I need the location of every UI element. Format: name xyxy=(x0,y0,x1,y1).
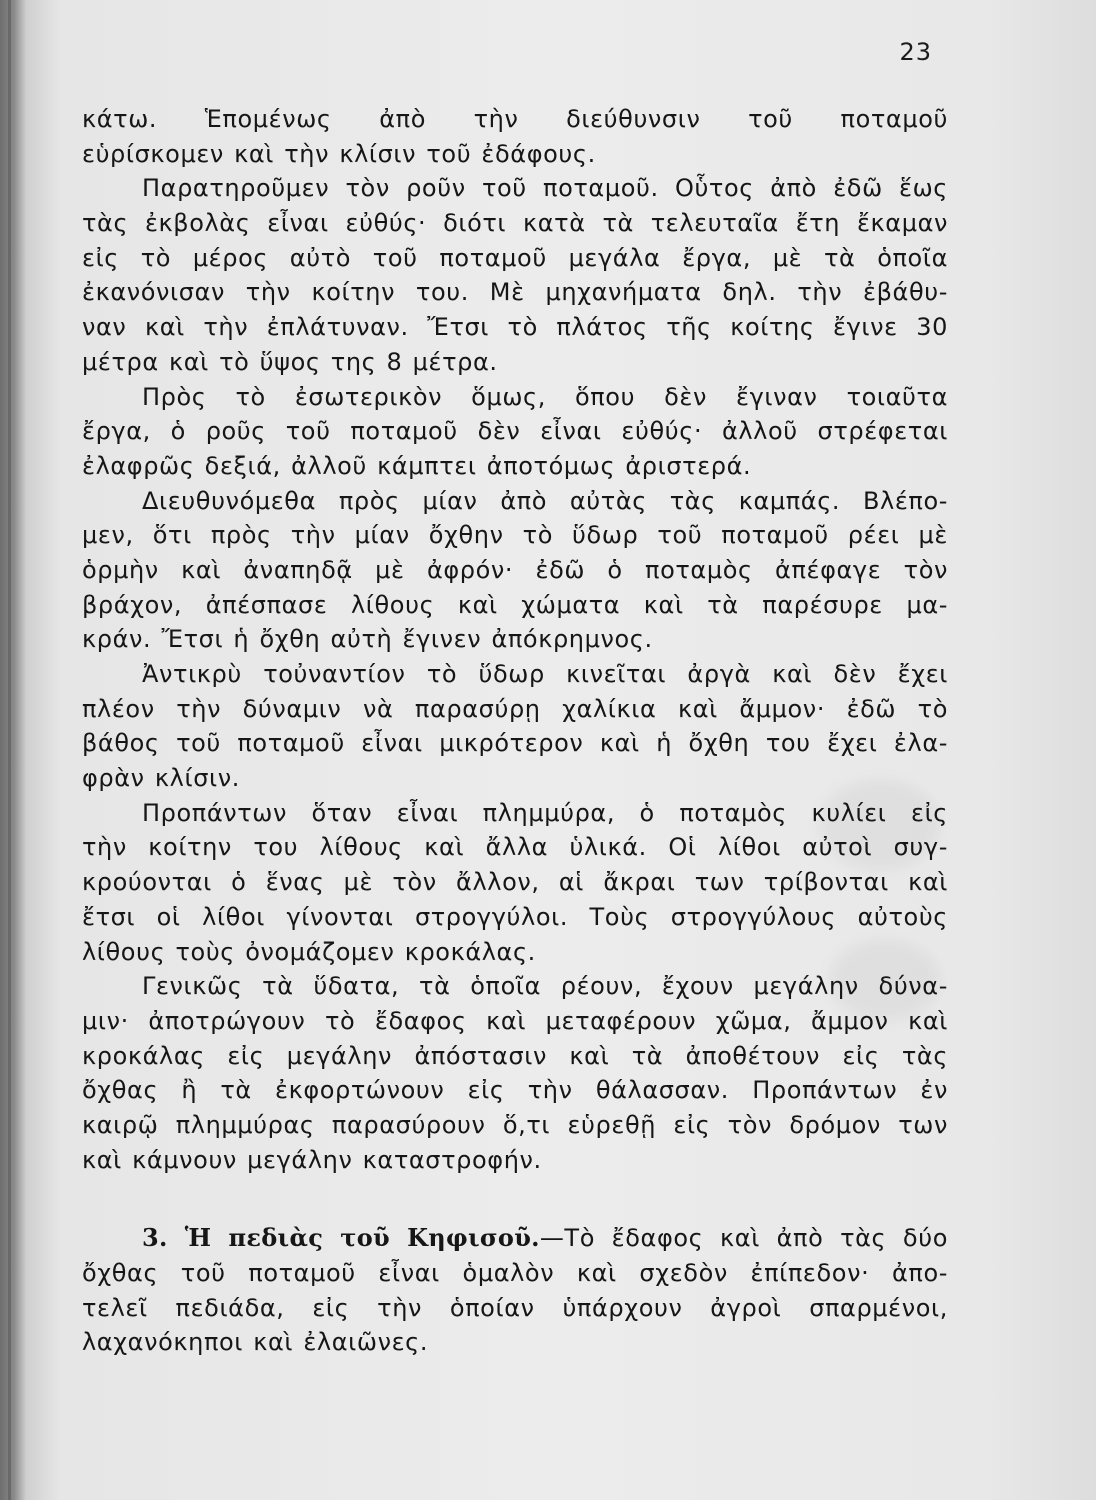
text-line: κροκάλας εἰς μεγάλην ἀπόστασιν καὶ τὰ ἀποθέτουν εἰς τὰς xyxy=(82,1041,948,1070)
text-line: μεν, ὅτι πρὸς τὴν μίαν ὄχθην τὸ ὕδωρ τοῦ ποταμοῦ ρέει μὲ xyxy=(82,521,948,550)
text-line: ὁρμὴν καὶ ἀναπηδᾷ μὲ ἀφρόν· ἐδῶ ὁ ποταμὸς ἀπέφαγε τὸν xyxy=(82,555,948,584)
text-line: τὰς ἐκβολὰς εἶναι εὐθύς· διότι κατὰ τὰ τελευταῖα ἔτη ἔκαμαν xyxy=(82,209,948,238)
text-line: εὑρίσκομεν καὶ τὴν κλίσιν τοῦ ἐδάφους. xyxy=(82,139,596,168)
text-line: τελεῖ πεδιάδα, εἰς τὴν ὁποίαν ὑπάρχουν ἀγροὶ σπαρμένοι, xyxy=(82,1293,948,1322)
text-line: Διευθυνόμεθα πρὸς μίαν ἀπὸ αὐτὰς τὰς καμπάς. Βλέπο- xyxy=(142,486,948,515)
text-line: βάθος τοῦ ποταμοῦ εἶναι μικρότερον καὶ ἡ ὄχθη του ἔχει ἐλα- xyxy=(82,729,948,758)
text-line: τὴν κοίτην του λίθους καὶ ἄλλα ὑλικά. Οἱ λίθοι αὐτοὶ συγ- xyxy=(82,833,948,862)
text-line: ἔργα, ὁ ροῦς τοῦ ποταμοῦ δὲν εἶναι εὐθύς· ἀλλοῦ στρέφεται xyxy=(82,417,948,446)
text-line: Πρὸς τὸ ἐσωτερικὸν ὅμως, ὅπου δὲν ἔγιναν τοιαῦτα xyxy=(142,382,948,411)
text-line: μιν· ἀποτρώγουν τὸ ἔδαφος καὶ μεταφέρουν χῶμα, ἄμμον καὶ xyxy=(82,1006,948,1035)
section-text: —Τὸ ἔδαφος καὶ ἀπὸ τὰς δύο xyxy=(539,1224,948,1253)
section-first-line xyxy=(82,1221,948,1256)
text-line: ἐλαφρῶς δεξιά, ἀλλοῦ κάμπτει ἀποτόμως ἀριστερά. xyxy=(82,451,752,480)
text-line: μέτρα καὶ τὸ ὕψος της 8 μέτρα. xyxy=(82,347,498,376)
text-line: ὄχθας τοῦ ποταμοῦ εἶναι ὁμαλὸν καὶ σχεδὸν ἐπίπεδον· ἀπο- xyxy=(82,1259,948,1287)
text-line: ἐκανόνισαν τὴν κοίτην του. Μὲ μηχανήματα δηλ. τὴν ἐβάθυ- xyxy=(82,278,948,307)
text-line: Προπάντων ὅταν εἶναι πλημμύρα, ὁ ποταμὸς κυλίει εἰς xyxy=(142,798,948,827)
text-line: εἰς τὸ μέρος αὐτὸ τοῦ ποταμοῦ μεγάλα ἔργα, μὲ τὰ ὁποῖα xyxy=(82,243,948,272)
text-line: κάτω. Ἑπομένως ἀπὸ τὴν διεύθυνσιν τοῦ ποταμοῦ xyxy=(82,105,948,133)
section-title: 3. Ἡ πεδιὰς τοῦ Κηφισοῦ. xyxy=(142,1223,540,1253)
text-line: κρούονται ὁ ἕνας μὲ τὸν ἄλλον, αἱ ἄκραι των τρίβονται καὶ xyxy=(82,868,948,897)
text-line: ἔτσι οἱ λίθοι γίνονται στρογγύλοι. Τοὺς στρογγύλους αὐτοὺς xyxy=(82,902,948,931)
text-line: Γενικῶς τὰ ὕδατα, τὰ ὁποῖα ρέουν, ἔχουν μεγάλην δύνα- xyxy=(142,972,948,1001)
text-line: λίθους τοὺς ὀνομάζομεν κροκάλας. xyxy=(82,937,536,966)
text-line: πλέον τὴν δύναμιν νὰ παρασύρῃ χαλίκια καὶ ἄμμον· ἐδῶ τὸ xyxy=(82,694,948,723)
text-line: ὄχθας ἢ τὰ ἐκφορτώνουν εἰς τὴν θάλασσαν. Προπάντων ἐν xyxy=(82,1076,948,1105)
text-line: βράχον, ἀπέσπασε λίθους καὶ χώματα καὶ τὰ παρέσυρε μα- xyxy=(82,590,948,619)
page-number: 23 xyxy=(899,38,932,66)
text-line: ναν καὶ τὴν ἐπλάτυναν. Ἔτσι τὸ πλάτος τῆς κοίτης ἔγινε 30 xyxy=(82,313,948,342)
text-line: Παρατηροῦμεν τὸν ροῦν τοῦ ποταμοῦ. Οὗτος ἀπὸ ἐδῶ ἕως xyxy=(142,174,948,203)
body-text xyxy=(82,102,948,1360)
text-line: λαχανόκηποι καὶ ἐλαιῶνες. xyxy=(82,1328,429,1357)
text-line: Ἀντικρὺ τοὐναντίον τὸ ὕδωρ κινεῖται ἀργὰ καὶ δὲν ἔχει xyxy=(142,660,948,688)
section-gap xyxy=(82,1177,948,1221)
text-line: φρὰν κλίσιν. xyxy=(82,764,240,793)
text-line: καὶ κάμνουν μεγάλην καταστροφήν. xyxy=(82,1145,542,1174)
page-binding-edge xyxy=(8,0,11,1500)
text-line: κράν. Ἔτσι ἡ ὄχθη αὐτὴ ἔγινεν ἀπόκρημνος. xyxy=(82,625,653,654)
text-line: καιρῷ πλημμύρας παρασύρουν ὅ,τι εὑρεθῇ εἰς τὸν δρόμον των xyxy=(82,1110,948,1139)
